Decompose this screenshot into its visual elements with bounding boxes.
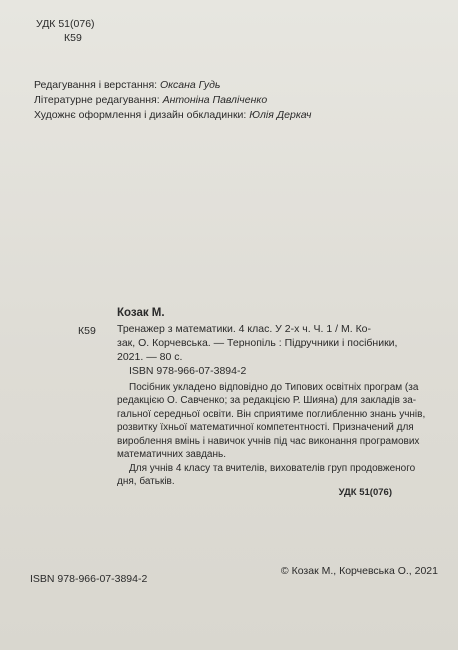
credit-literary-editing xyxy=(34,94,267,107)
credit-name: Оксана Гудь xyxy=(160,79,221,91)
credit-role: Літературне редагування: xyxy=(34,94,160,106)
annotation-line: дня, батьків. xyxy=(117,476,175,488)
annotation-paragraph xyxy=(117,381,437,461)
annotation-line: математичних завдань. xyxy=(117,449,226,461)
bib-line: 2021. — 80 с. xyxy=(117,351,183,363)
author-mark: К59 xyxy=(64,32,82,44)
credit-editing xyxy=(34,79,220,92)
annotation-line: Для учнів 4 класу та вчителів, вихователів груп продовженого xyxy=(129,463,416,474)
bib-line: зак, О. Корчевська. — Тернопіль : Підручники і посібники, xyxy=(117,337,398,349)
credit-name: Юлія Деркач xyxy=(249,109,312,121)
annotation-line: Посібник укладено відповідно до Типових освітніх програм (за xyxy=(129,382,419,393)
copyright-notice: © Козак М., Корчевська О., 2021 xyxy=(280,565,438,577)
annotation-line: гальної середньої освіти. Він сприятиме поглибленню знань учнів, xyxy=(117,408,426,420)
annotation-line: вироблення вмінь і навичок учнів під час виконання програмових xyxy=(117,435,420,447)
credit-role: Художнє оформлення і дизайн обкладинки: xyxy=(34,109,247,121)
credit-design xyxy=(34,109,311,122)
udk-code-right: УДК 51(076) xyxy=(338,487,392,498)
author-mark-mid: К59 xyxy=(78,325,96,337)
isbn-mid: ISBN 978-966-07-3894-2 xyxy=(129,365,247,377)
bibliographic-description xyxy=(117,322,437,364)
annotation-line: редакцією О. Савченко; за редакцією Р. Шияна) для закладів за- xyxy=(117,395,417,407)
author-name: Козак М. xyxy=(117,307,165,319)
credit-role: Редагування і верстання: xyxy=(34,79,158,91)
udk-code: УДК 51(076) xyxy=(36,18,95,30)
annotation-line: розвитку їхньої математичної компетентності. Призначений для xyxy=(117,422,414,434)
isbn-footer: ISBN 978-966-07-3894-2 xyxy=(30,573,148,585)
audience-paragraph xyxy=(117,462,437,489)
bib-line: Тренажер з математики. 4 клас. У 2-х ч. Ч. 1 / М. Ко- xyxy=(117,323,372,335)
credit-name: Антоніна Павліченко xyxy=(162,94,268,106)
